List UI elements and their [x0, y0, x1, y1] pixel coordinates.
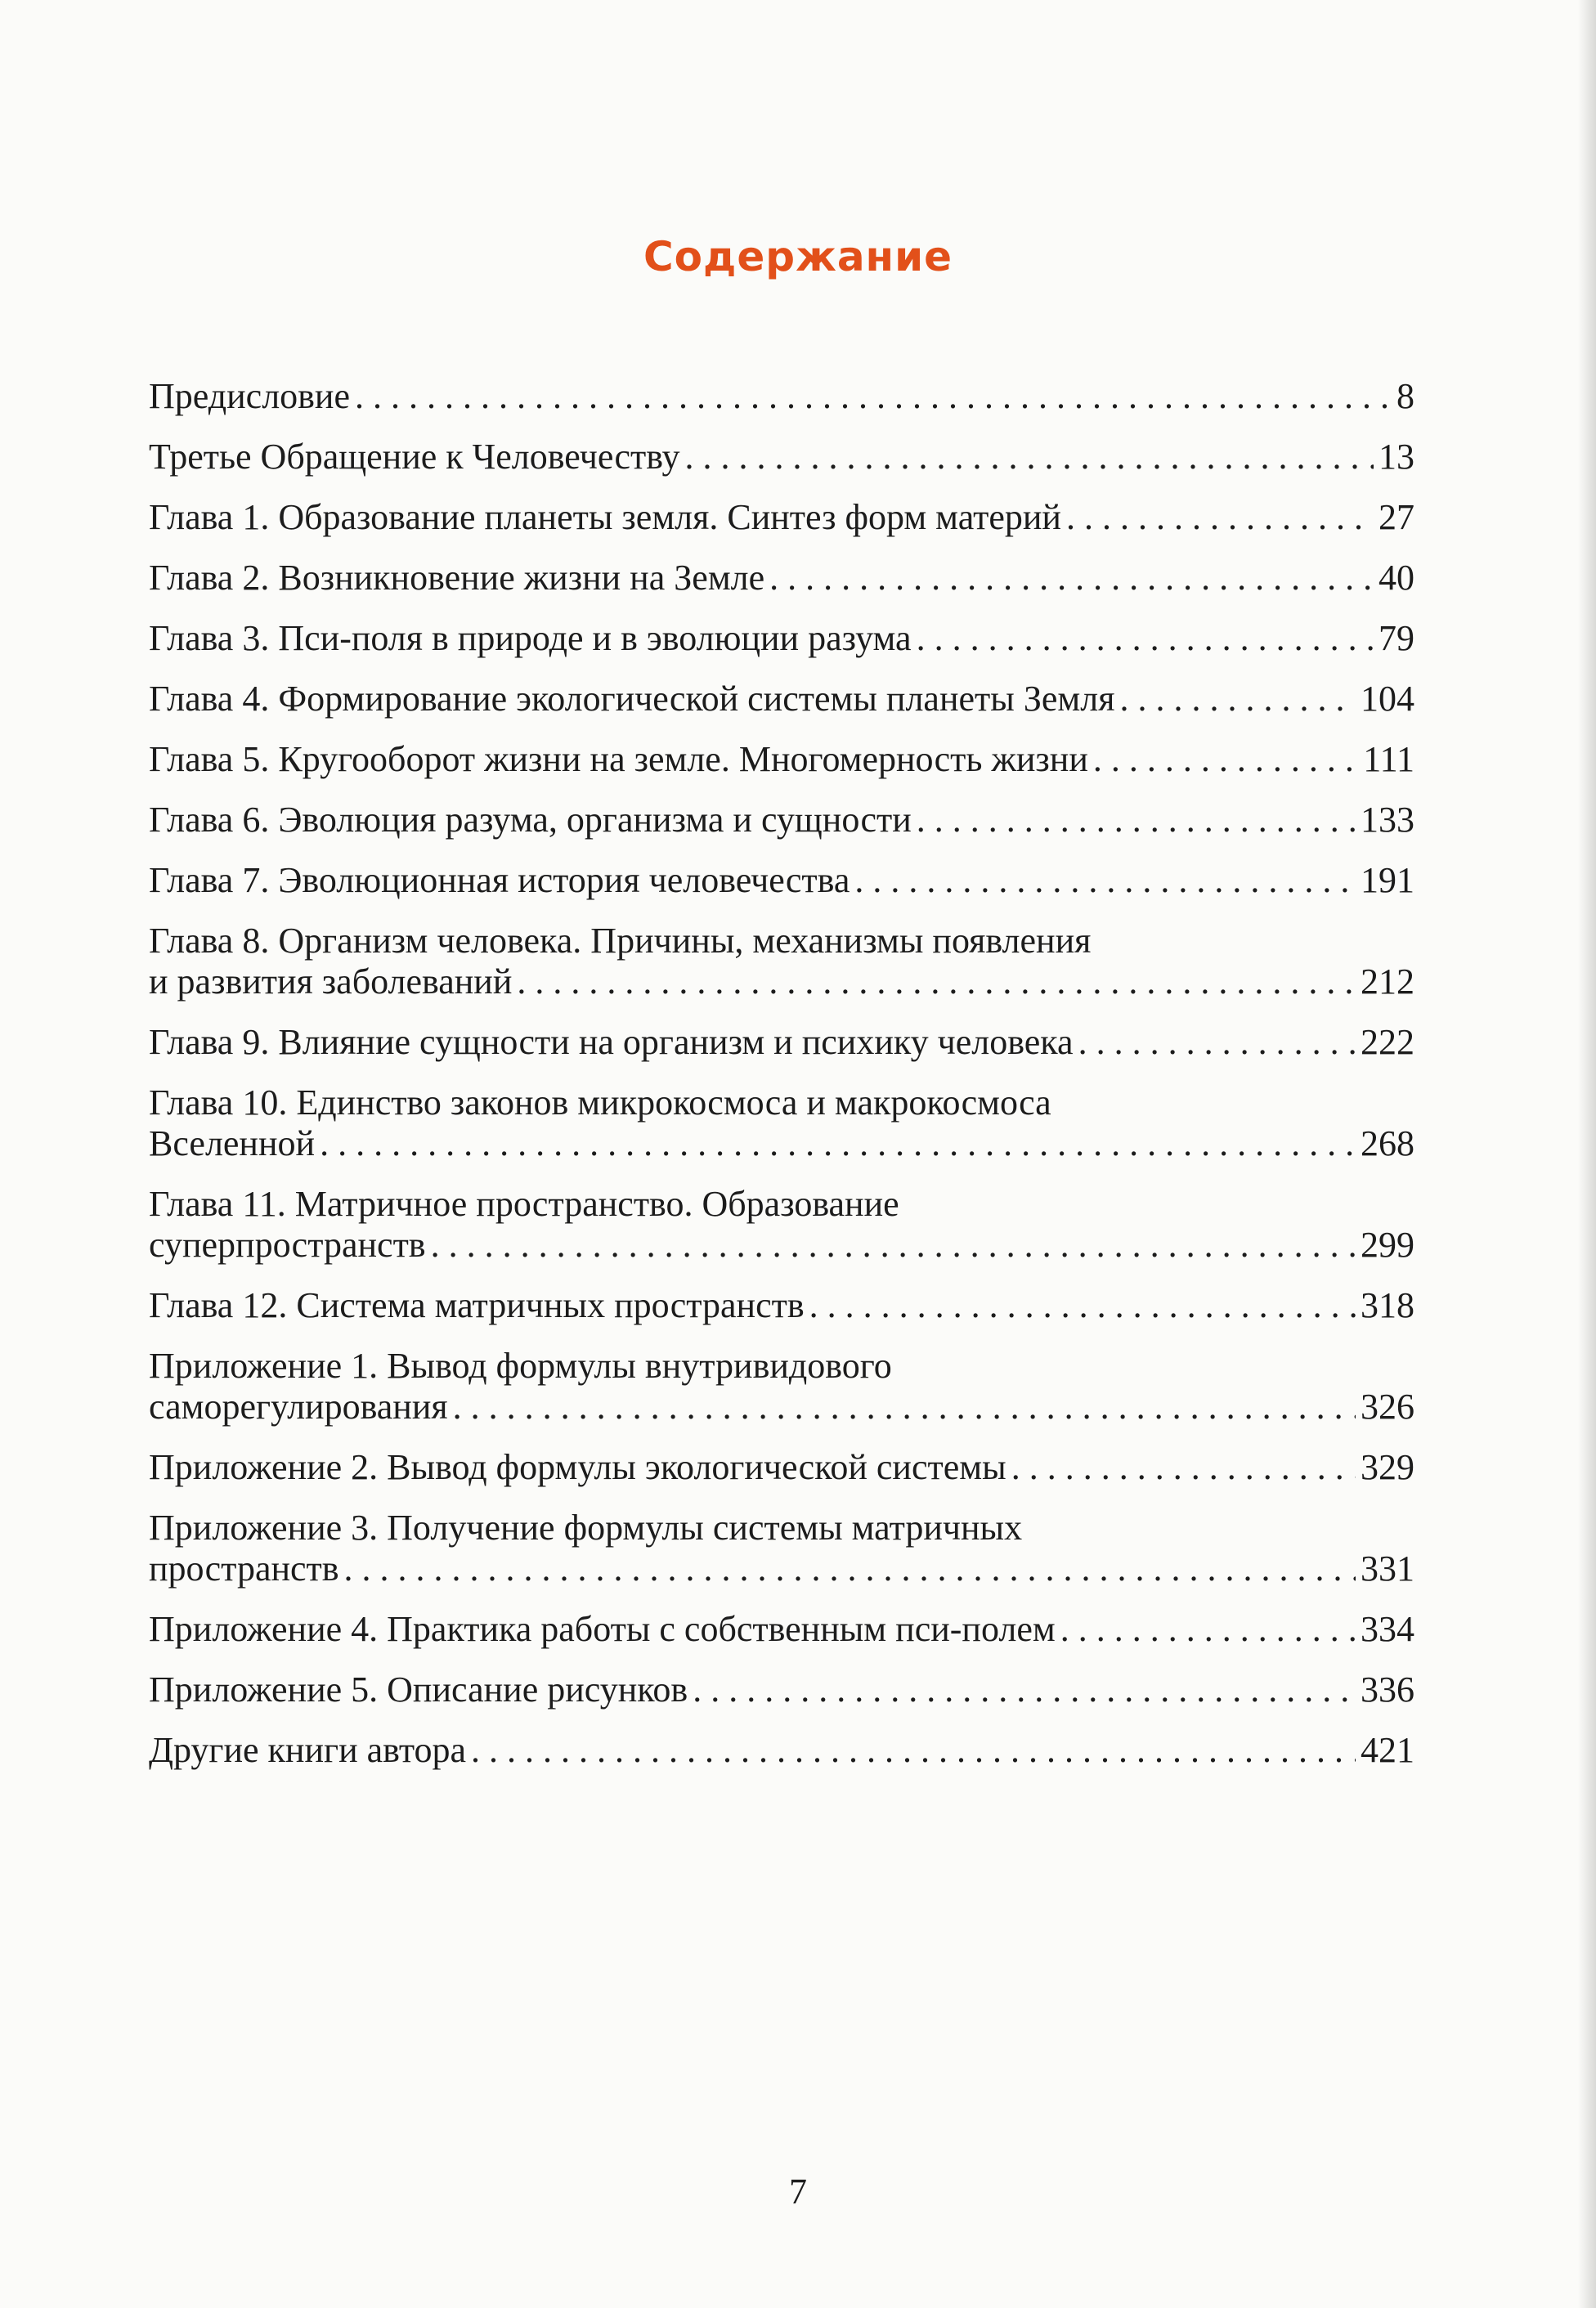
toc-entry-chapter-9[interactable] [149, 1022, 1414, 1063]
toc-entry-page: 191 [1361, 860, 1414, 900]
dot-leader [1078, 1022, 1356, 1063]
dot-leader [471, 1730, 1356, 1771]
toc-entry-title-first-line: Глава 8. Организм человека. Причины, механизмы появления [149, 921, 1092, 961]
toc-entry-title: Другие книги автора [149, 1730, 467, 1770]
toc-entry-title: Глава 5. Кругооборот жизни на земле. Многомерность жизни [149, 739, 1088, 779]
toc-entry-title-first-line: Приложение 3. Получение формулы системы матричных [149, 1508, 1023, 1548]
toc-entry-page: 133 [1361, 800, 1414, 840]
toc-entry-page: 79 [1379, 618, 1414, 658]
toc-entry-title-first-line: Глава 10. Единство законов микрокосмоса и макрокосмоса [149, 1082, 1051, 1123]
toc-entry-title: Предисловие [149, 376, 350, 416]
dot-leader [684, 437, 1374, 477]
toc-entry-chapter-7[interactable] [149, 860, 1414, 901]
dot-leader [1066, 497, 1374, 538]
toc-entry-title: Глава 2. Возникновение жизни на Земле [149, 558, 765, 598]
toc-entry-page: 222 [1361, 1022, 1414, 1062]
toc-entry-title: Глава 4. Формирование экологической системы планеты Земля [149, 679, 1115, 719]
toc-title: Содержание [643, 233, 953, 280]
toc-entry-title: саморегулирования [149, 1387, 448, 1427]
toc-entry-title: Глава 9. Влияние сущности на организм и психику человека [149, 1022, 1074, 1062]
dot-leader [917, 618, 1374, 659]
toc-entry-other-books[interactable] [149, 1730, 1414, 1771]
dot-leader [355, 376, 1392, 417]
toc-entry-page: 104 [1361, 679, 1414, 719]
toc-entry-page: 299 [1361, 1225, 1414, 1265]
dot-leader [1060, 1609, 1356, 1650]
dot-leader [1093, 739, 1358, 780]
table-of-contents [149, 376, 1414, 1790]
toc-entry-title: Приложение 5. Описание рисунков [149, 1669, 688, 1710]
toc-entry-page: 334 [1361, 1609, 1414, 1649]
toc-entry-page: 421 [1361, 1730, 1414, 1770]
dot-leader [320, 1123, 1356, 1164]
toc-entry-page: 212 [1361, 961, 1414, 1002]
toc-entry-page: 111 [1363, 739, 1414, 779]
page-edge-shadow [1578, 0, 1596, 2308]
toc-entry-title: Глава 1. Образование планеты земля. Синтез форм материй [149, 497, 1061, 537]
dot-leader [1011, 1447, 1356, 1488]
dot-leader [769, 558, 1374, 598]
toc-entry-chapter-1[interactable] [149, 497, 1414, 538]
toc-entry-page: 336 [1361, 1669, 1414, 1710]
toc-entry-title: Приложение 4. Практика работы с собственным пси-полем [149, 1609, 1056, 1649]
toc-entry-appendix-2[interactable] [149, 1447, 1414, 1488]
toc-entry-page: 331 [1361, 1548, 1414, 1589]
dot-leader [453, 1387, 1356, 1427]
toc-entry-page: 268 [1361, 1123, 1414, 1163]
toc-entry-page: 27 [1379, 497, 1414, 537]
toc-entry-title: Третье Обращение к Человечеству [149, 437, 680, 477]
dot-leader [809, 1285, 1356, 1326]
toc-entry-appendix-4[interactable] [149, 1609, 1414, 1650]
toc-entry-appendix-3[interactable] [149, 1508, 1414, 1589]
toc-entry-title-first-line: Приложение 1. Вывод формулы внутривидового [149, 1346, 892, 1386]
toc-entry-chapter-4[interactable] [149, 679, 1414, 719]
toc-entry-chapter-2[interactable] [149, 558, 1414, 598]
toc-entry-title: пространств [149, 1548, 339, 1589]
toc-entry-appendix-1[interactable] [149, 1346, 1414, 1427]
toc-entry-title: Вселенной [149, 1123, 316, 1163]
toc-entry-page: 329 [1361, 1447, 1414, 1487]
toc-entry-appendix-5[interactable] [149, 1669, 1414, 1710]
toc-entry-title: Глава 7. Эволюционная история человечества [149, 860, 850, 900]
toc-entry-page: 40 [1379, 558, 1414, 598]
toc-entry-page: 13 [1379, 437, 1414, 477]
toc-entry-preface[interactable] [149, 376, 1414, 417]
dot-leader [1119, 679, 1356, 719]
dot-leader [517, 961, 1356, 1002]
toc-entry-page: 326 [1361, 1387, 1414, 1427]
dot-leader [917, 800, 1356, 840]
toc-entry-title: Глава 12. Система матричных пространств [149, 1285, 805, 1325]
dot-leader [854, 860, 1356, 901]
dot-leader [431, 1225, 1356, 1266]
toc-entry-title: Приложение 2. Вывод формулы экологической системы [149, 1447, 1006, 1487]
toc-entry-chapter-6[interactable] [149, 800, 1414, 840]
toc-entry-title: суперпространств [149, 1225, 426, 1265]
dot-leader [344, 1548, 1356, 1589]
toc-entry-page: 8 [1396, 376, 1414, 416]
toc-entry-appeal[interactable] [149, 437, 1414, 477]
toc-entry-title: Глава 3. Пси-поля в природе и в эволюции разума [149, 618, 912, 658]
toc-entry-chapter-3[interactable] [149, 618, 1414, 659]
dot-leader [693, 1669, 1356, 1710]
toc-entry-page: 318 [1361, 1285, 1414, 1325]
toc-entry-chapter-11[interactable] [149, 1184, 1414, 1266]
toc-entry-title: и развития заболеваний [149, 961, 513, 1002]
toc-entry-chapter-12[interactable] [149, 1285, 1414, 1326]
page-number: 7 [789, 2171, 807, 2212]
toc-entry-chapter-10[interactable] [149, 1082, 1414, 1164]
toc-entry-title-first-line: Глава 11. Матричное пространство. Образование [149, 1184, 899, 1224]
toc-entry-chapter-5[interactable] [149, 739, 1414, 780]
toc-entry-chapter-8[interactable] [149, 921, 1414, 1002]
toc-entry-title: Глава 6. Эволюция разума, организма и сущности [149, 800, 912, 840]
